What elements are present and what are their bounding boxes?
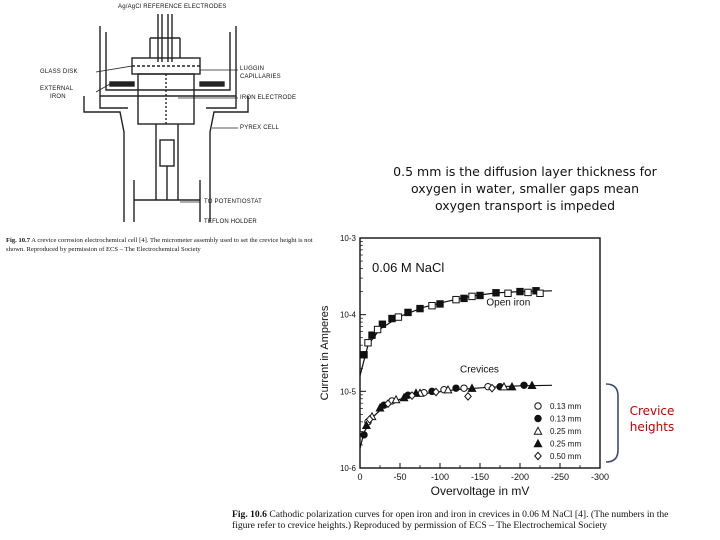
- legend-label: 0.50 mm: [550, 452, 582, 461]
- reference-electrode-tubes: [150, 14, 180, 62]
- data-point: [417, 305, 423, 311]
- data-point: [365, 340, 371, 346]
- y-tick-label: 10-5: [339, 387, 356, 397]
- data-point: [374, 326, 380, 332]
- external-iron: [110, 82, 134, 86]
- cell-caption-text-2: shown. Reproduced by permission of ECS – The Electrochemical Society: [6, 246, 201, 253]
- legend-marker: [534, 427, 541, 434]
- crevice-heights-label: Crevice heights: [629, 404, 675, 434]
- data-point: [517, 288, 523, 294]
- chart-caption: [232, 509, 708, 531]
- crevices-fit-line: [360, 385, 552, 448]
- y-tick-label: 10-6: [339, 464, 356, 473]
- data-point: [405, 309, 411, 315]
- data-point: [395, 314, 401, 320]
- legend-marker: [535, 452, 541, 459]
- data-point: [361, 432, 367, 438]
- label-teflon-holder: TEFLON HOLDER: [204, 219, 257, 225]
- data-point: [389, 315, 395, 321]
- chart-caption-text-2: figure refer to crevice heights.) Reproduced by permission of ECS – The Electrochemical Society: [232, 520, 607, 531]
- legend-label: 0.13 mm: [550, 402, 582, 411]
- data-point: [453, 296, 459, 302]
- chart-caption-label: Fig. 10.6: [232, 509, 267, 520]
- label-external-iron-1: EXTERNAL: [40, 86, 74, 92]
- data-point: [461, 385, 467, 391]
- data-point: [521, 382, 527, 388]
- x-tick-label: -50: [393, 472, 407, 482]
- data-point: [361, 352, 367, 358]
- y-tick-label: 10-3: [339, 234, 356, 243]
- label-potentiostat: TO POTENTIOSTAT: [204, 199, 263, 205]
- crevices-label: Crevices: [460, 364, 499, 376]
- y-axis-title: Current in Amperes: [319, 305, 331, 401]
- legend-marker: [535, 403, 541, 409]
- data-point: [477, 292, 483, 298]
- label-external-iron-2: IRON: [50, 94, 66, 100]
- data-point: [493, 290, 499, 296]
- crevice-cell-drawing: [0, 0, 340, 240]
- iron-electrode: [156, 124, 178, 200]
- x-tick-label: -100: [430, 472, 450, 482]
- legend-marker: [534, 440, 541, 447]
- label-luggin-2: CAPILLARIES: [240, 74, 281, 80]
- data-point: [465, 393, 471, 400]
- label-reference-electrodes: Ag/AgCl REFERENCE ELECTRODES: [118, 4, 227, 10]
- legend-label: 0.25 mm: [550, 439, 582, 449]
- data-point: [429, 302, 435, 308]
- data-point: [469, 293, 475, 299]
- chart-title: 0.06 M NaCl: [372, 260, 445, 275]
- x-tick-label: -250: [550, 472, 570, 482]
- chart-caption-text-1: Cathodic polarization curves for open iron and iron in crevices in 0.06 M NaCl [4]. (The numbers in the: [269, 509, 669, 520]
- label-luggin-1: LUGGIN: [240, 66, 265, 72]
- diffusion-layer-note: 0.5 mm is the diffusion layer thickness for oxygen in water, smaller gaps mean oxygen transport is impeded: [393, 164, 657, 213]
- open-iron-label: Open iron: [486, 297, 531, 309]
- data-point: [453, 385, 459, 391]
- data-point: [461, 295, 467, 301]
- label-glass-disk: GLASS DISK: [40, 69, 78, 75]
- legend-marker: [535, 415, 541, 421]
- legend-label: 0.13 mm: [550, 414, 582, 424]
- label-pyrex-cell: PYREX CELL: [240, 125, 280, 131]
- x-tick-label: -200: [510, 472, 530, 482]
- x-tick-label: -300: [590, 472, 610, 482]
- x-axis-title: Overvoltage in mV: [430, 484, 530, 498]
- data-point: [505, 290, 511, 296]
- y-tick-label: 10-4: [339, 310, 356, 320]
- cell-caption-label: Fig. 10.7: [6, 237, 30, 244]
- crevice-heights-bracket: [604, 382, 628, 464]
- cell-caption: [6, 236, 336, 254]
- x-tick-label: -150: [470, 472, 490, 482]
- label-iron-electrode: IRON ELECTRODE: [240, 95, 297, 101]
- data-point: [537, 290, 543, 296]
- data-point: [437, 301, 443, 307]
- legend-label: 0.25 mm: [550, 427, 582, 436]
- cell-caption-text-1: A crevice corrosion electrochemical cell [4]. The micrometer assembly used to set the crevice height is not: [31, 237, 313, 244]
- x-tick-label: 0: [357, 472, 363, 482]
- polarization-chart: [300, 228, 620, 498]
- data-point: [525, 289, 531, 295]
